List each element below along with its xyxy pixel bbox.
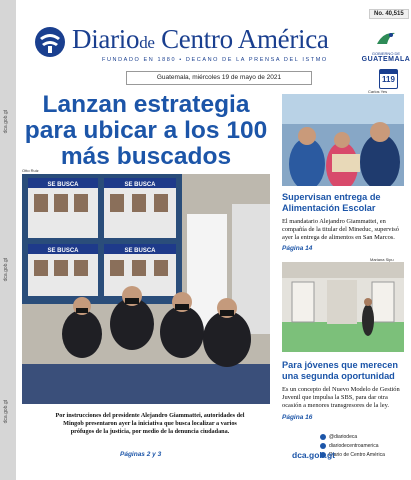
- side-url-2: dca.gob.gt: [3, 258, 9, 282]
- newspaper-logo-icon: [34, 26, 66, 58]
- story1-photo-credit: Carlos Yes: [368, 89, 388, 94]
- left-margin-strip: [0, 0, 16, 480]
- social-facebook[interactable]: Diario de Centro América: [320, 451, 385, 460]
- gov-logo-text: GUATEMALA: [361, 56, 411, 63]
- side-url-1: dca.gob.gt: [3, 110, 9, 134]
- main-story-pages-link[interactable]: Páginas 2 y 3: [120, 451, 162, 458]
- gov-logo-sub: GOBIERNO DE: [371, 51, 401, 56]
- press-conference-image: [22, 174, 270, 404]
- issue-number: No. 40,515: [369, 9, 409, 19]
- masthead: [16, 0, 411, 95]
- wanted-sign-1: SE BUSCA: [47, 182, 79, 188]
- newspaper-name: Diariode Centro América: [72, 24, 329, 54]
- calendar-icon: [379, 69, 398, 89]
- wanted-sign-2: SE BUSCA: [124, 182, 156, 188]
- school-food-delivery-image: [282, 94, 404, 186]
- youth-center-image: [282, 262, 404, 352]
- wanted-sign-4: SE BUSCA: [124, 248, 156, 254]
- tagline: FUNDADO EN 1880 • DECANO DE LA PRENSA DEL ISTMO: [102, 57, 328, 63]
- website-link[interactable]: dca.gob.gt: [292, 450, 335, 460]
- story2-photo[interactable]: [282, 262, 404, 352]
- quetzal-icon: [375, 30, 397, 46]
- main-photo-credit: Otto Ruiz: [22, 168, 39, 173]
- story1-photo[interactable]: [282, 94, 404, 186]
- side-url-3: dca.gob.gt: [3, 400, 9, 424]
- social-twitter[interactable]: @diariodeca: [320, 433, 385, 442]
- social-instagram[interactable]: diariodecentroamerica: [320, 442, 385, 451]
- dateline: Guatemala, miércoles 19 de mayo de 2021: [126, 71, 312, 85]
- story2-headline[interactable]: Para jóvenes que merecen una segunda oportunidad: [282, 360, 398, 381]
- wanted-sign-3: SE BUSCA: [47, 248, 79, 254]
- instagram-icon: [320, 443, 326, 449]
- story2-page-link[interactable]: Página 16: [282, 414, 313, 421]
- story1-page-link[interactable]: Página 14: [282, 245, 313, 252]
- story1-headline[interactable]: Supervisan entrega de Alimentación Escolar: [282, 192, 381, 213]
- main-photo-caption: Por instrucciones del presidente Alejandro Giammattei, autoridades del Mingob presentaron ayer la iniciativa que busca localizar a varios prófugos de la justicia, por medio de la denuncia ciudadana.: [55, 412, 245, 435]
- calendar-day: 119: [382, 75, 395, 84]
- story2-photo-credit: Mariana Sipu: [370, 257, 394, 262]
- story2-body: Es un concepto del Nuevo Modelo de Gestión Juvenil que impulsa la SBS, para dar otra ocasión a menores transgresores de la ley.: [282, 386, 400, 409]
- story1-body: El mandatario Alejandro Giammattei, en compañía de la titular del Mineduc, supervisó ayer la entrega de alimentos en San Marcos.: [282, 218, 399, 241]
- main-story-photo[interactable]: [22, 174, 270, 404]
- main-headline[interactable]: Lanzan estrategia para ubicar a los 100 más buscados: [24, 91, 268, 170]
- twitter-icon: [320, 434, 326, 440]
